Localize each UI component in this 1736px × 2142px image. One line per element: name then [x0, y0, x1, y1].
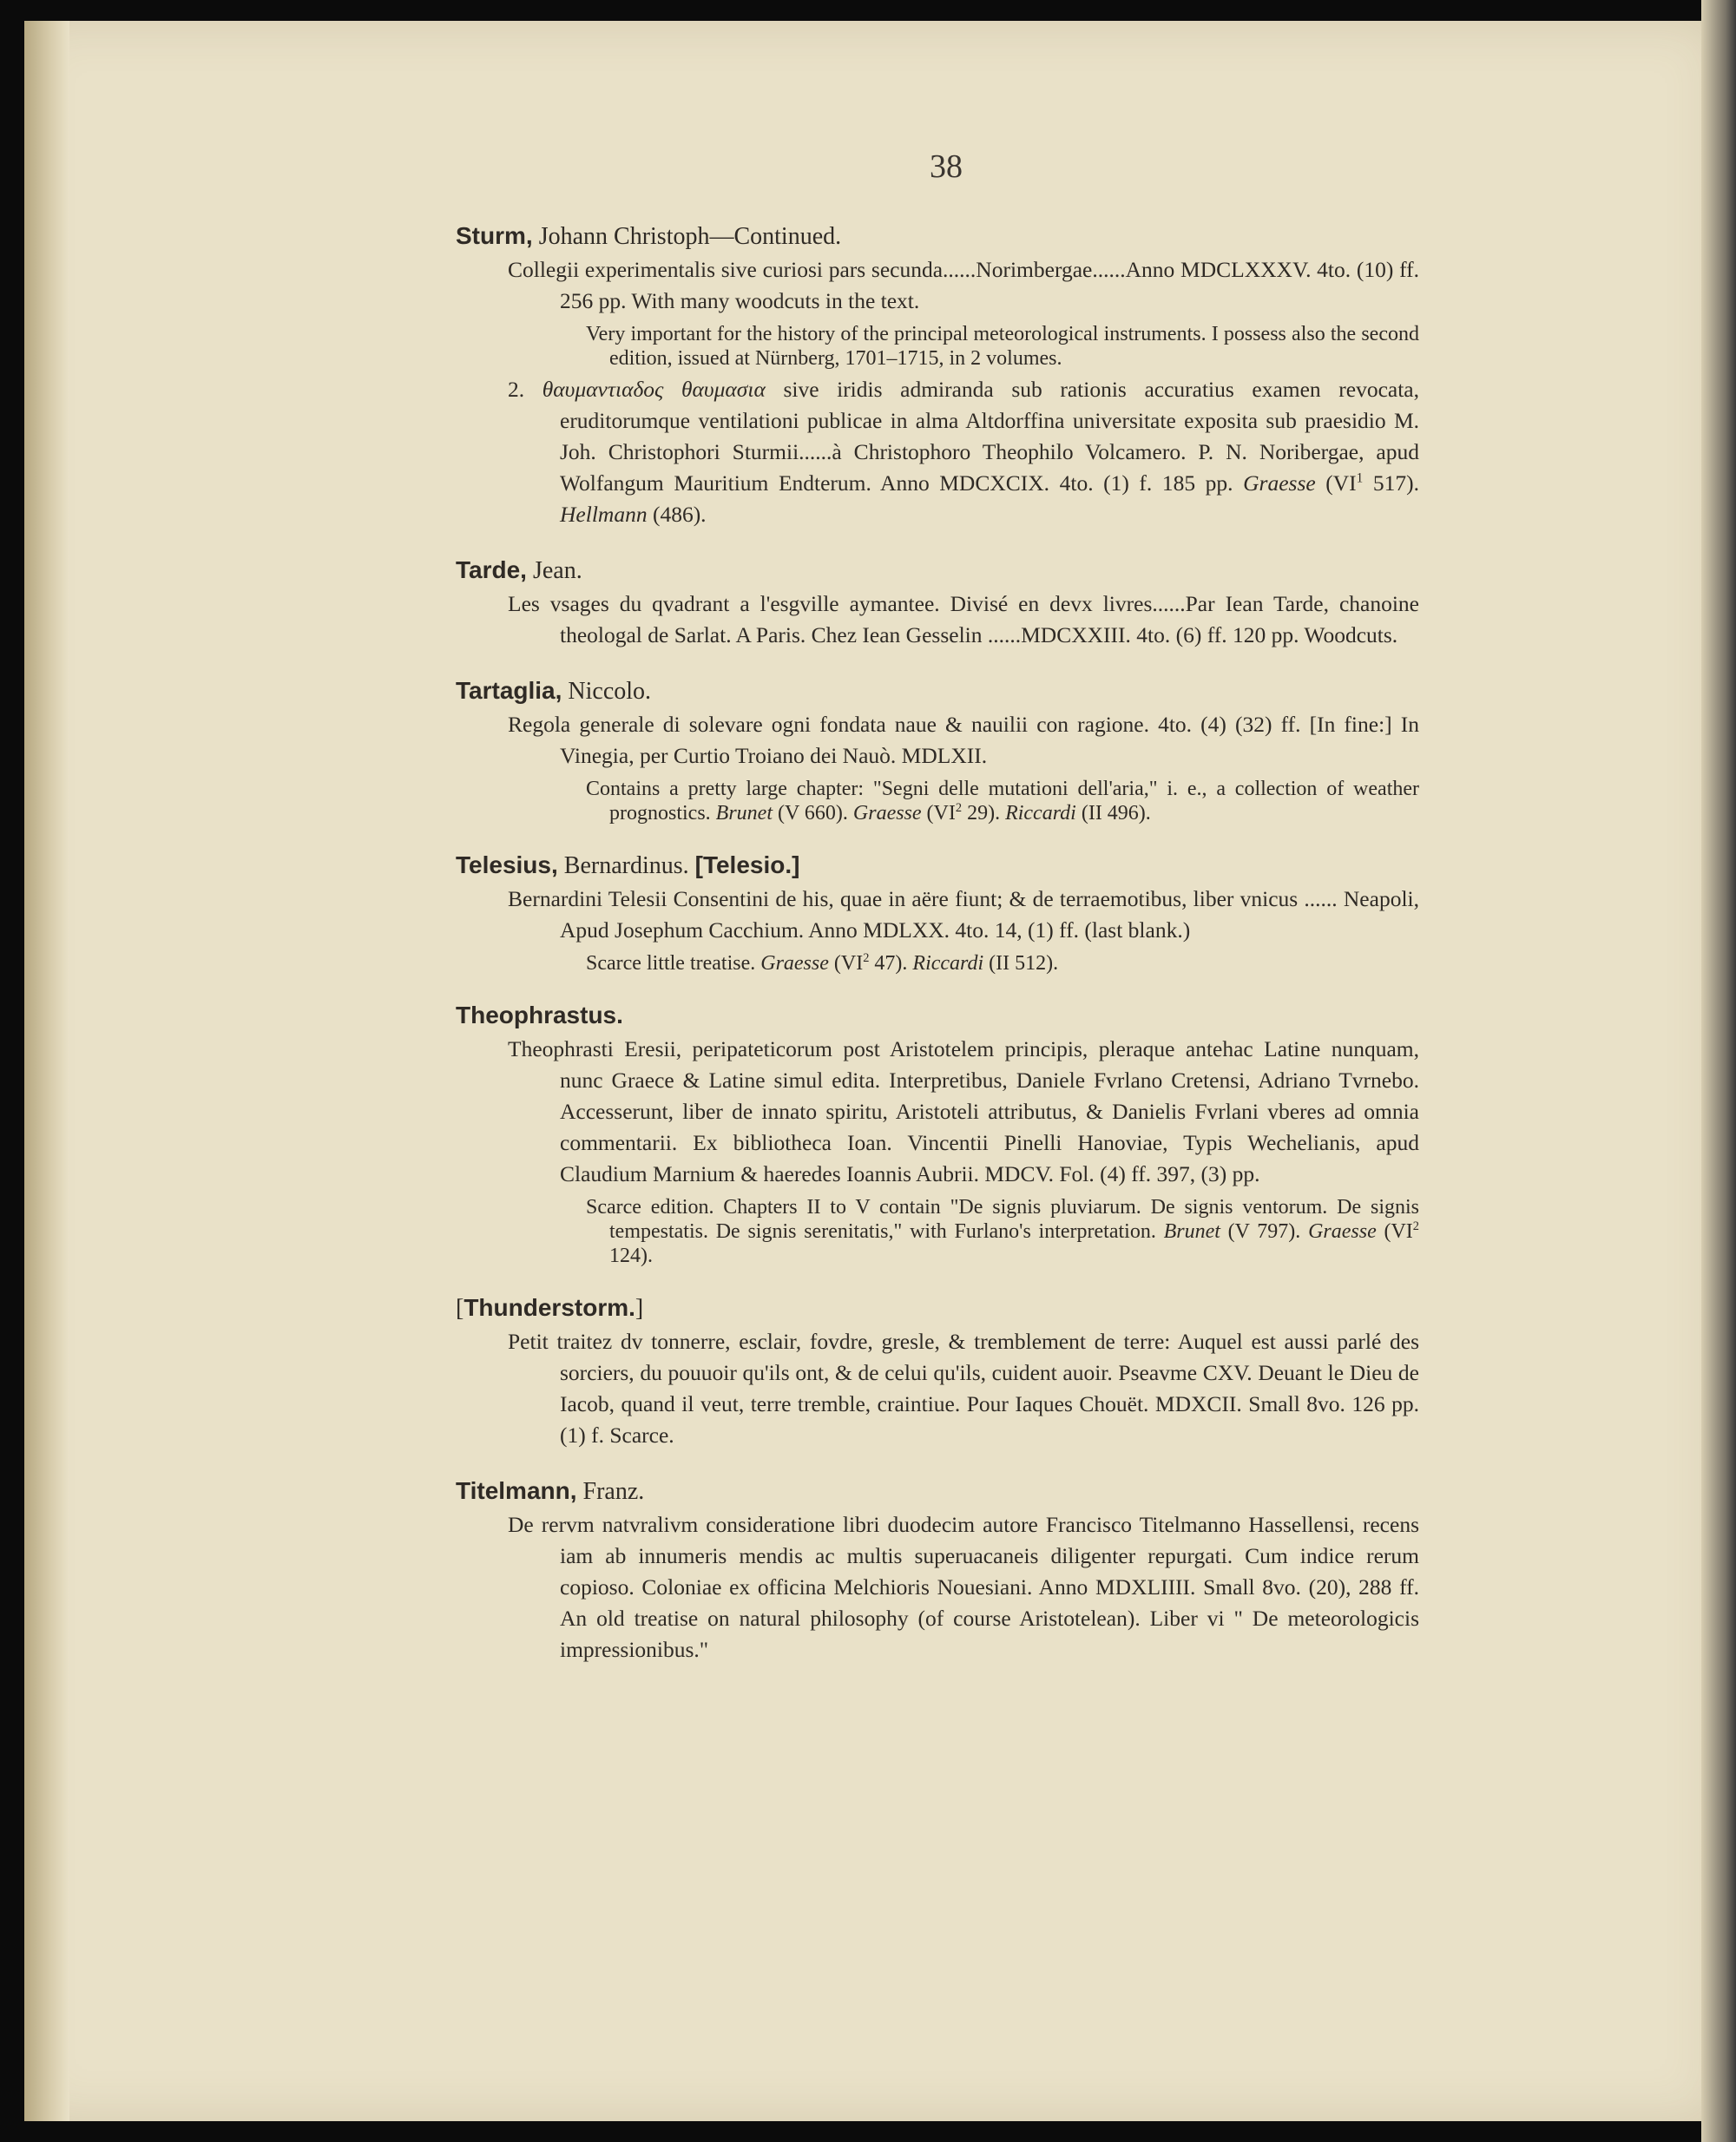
- entry-description: Les vsages du qvadrant a l'esgville aymantee. Divisé en devx livres......Par Iean Tarde, chanoine theologal de Sarlat. A Paris. Chez Iean Gesselin ......MDCXXIII. 4to. (6) ff. 120 pp. Woodcuts.: [508, 591, 1419, 647]
- entry-note: [586, 951, 1419, 976]
- entry-heading: [456, 553, 1419, 588]
- entry-note: [586, 1195, 1419, 1268]
- entry-note: [586, 777, 1419, 825]
- author-name: Tarde,: [456, 556, 527, 583]
- ref-value: (VI: [1315, 470, 1357, 496]
- entry-description: Regola generale di solevare ogni fondata naue & nauilii con ragione. 4to. (4) (32) ff. [In fine:] In Vinegia, per Curtio Troiano dei Nauò. MDLXII.: [508, 712, 1419, 768]
- ref-value: (II 512).: [983, 952, 1059, 975]
- book-gutter: [24, 21, 69, 2121]
- entry-note: Very important for the history of the principal meteorological instruments. I possess also the second edition, issued at Nürnberg, 1701–1715, in 2 volumes.: [586, 323, 1419, 370]
- entry-telesius: [456, 848, 1419, 976]
- ref-superscript: 2: [955, 801, 963, 815]
- entry-heading: [456, 1474, 1419, 1509]
- entry-subitem: [508, 374, 1419, 530]
- ref-value: 517).: [1363, 470, 1419, 496]
- entry-thunderstorm: [456, 1291, 1419, 1451]
- entry-tarde: [456, 553, 1419, 651]
- ref-value: 47).: [869, 952, 913, 975]
- catalog-entries: [456, 219, 1419, 1688]
- page-edge: [1701, 0, 1736, 2142]
- entry-description: De rervm natvralivm consideratione libri duodecim autore Francisco Titelmanno Hassellensi, recens iam ab innumeris mendis ac multis superuacaneis diligenter repurgati. Cum indice rerum copioso. Coloniae ex officina Melchioris Nouesiani. Anno MDXLIIII. Small 8vo. (20), 288 ff. An old treatise on natural philosophy (of course Aristotelean). Liber vi " De meteorologicis impressionibus.": [508, 1512, 1419, 1662]
- bracket-close: ]: [635, 1295, 644, 1322]
- entry-titelmann: [456, 1474, 1419, 1666]
- entry-tartaglia: [456, 673, 1419, 825]
- author-rest: Franz.: [576, 1478, 645, 1505]
- author-alt-name: [Telesio.]: [694, 851, 800, 878]
- page-number: 38: [930, 148, 963, 185]
- ref-value: (II 496).: [1075, 802, 1151, 825]
- author-rest: Niccolo.: [562, 678, 652, 705]
- ref-brunet: Brunet: [1163, 1220, 1220, 1243]
- ref-graesse: Graesse: [1243, 470, 1316, 496]
- entry-heading: [456, 1291, 1419, 1326]
- author-rest: Bernardinus.: [557, 852, 695, 879]
- entry-heading: [456, 219, 1419, 254]
- ref-value: (VI: [828, 952, 864, 975]
- subitem-text: sive iridis admiranda sub rationis accuratius examen revocata, eruditorumque ventilationi publicae in alma Altdorffina universitate exposita sub praesidio M. Joh. Christophori Sturmii......à Christophoro Theophilo Volcamero. P. N. Noribergae, apud Wolfangum Mauritium Endterum. Anno MDCXCIX. 4to. (1) f. 185 pp.: [560, 377, 1419, 496]
- entry-theophrastus: [456, 998, 1419, 1268]
- greek-title: θαυμαντιαδος θαυμασια: [542, 377, 766, 402]
- ref-hellmann: Hellmann: [560, 502, 648, 527]
- ref-value: (V 797).: [1220, 1220, 1309, 1243]
- entry-heading: [456, 673, 1419, 709]
- subject-name: Thunderstorm.: [464, 1294, 635, 1321]
- author-name: Tartaglia,: [456, 677, 562, 704]
- ref-value: (VI: [1376, 1220, 1413, 1243]
- ref-superscript: 2: [863, 951, 870, 965]
- entry-description: Theophrasti Eresii, peripateticorum post Aristotelem principis, pleraque antehac Latine nunquam, nunc Graece & Latine simul edita. Interpretibus, Daniele Fvrlano Cretensi, Adriano Tvrnebo. Accesserunt, liber de innato spiritu, Aristoteli attributus, & Danielis Fvrlani vberes ad omnia commentarii. Ex bibliotheca Ioan. Vincentii Pinelli Hanoviae, Typis Wechelianis, apud Claudium Marnium & haeredes Ioannis Aubrii. MDCV. Fol. (4) ff. 397, (3) pp.: [508, 1036, 1419, 1186]
- ref-graesse: Graesse: [1308, 1220, 1377, 1243]
- ref-riccardi: Riccardi: [1005, 802, 1076, 825]
- ref-value: 124).: [609, 1245, 653, 1267]
- bracket-open: [: [456, 1295, 464, 1322]
- ref-graesse: Graesse: [760, 952, 829, 975]
- entry-description: Bernardini Telesii Consentini de his, quae in aëre fiunt; & de terraemotibus, liber vnicus ...... Neapoli, Apud Josephum Cacchium. Anno MDLXX. 4to. 14, (1) ff. (last blank.): [508, 886, 1419, 943]
- ref-value: (V 660).: [773, 802, 853, 825]
- author-name: Theophrastus.: [456, 1002, 623, 1028]
- ref-graesse: Graesse: [852, 802, 922, 825]
- author-name: Sturm,: [456, 222, 533, 249]
- note-text: Scarce edition. Chapters II to V contain "De signis pluviarum. De signis ventorum. De signis tempestatis. De signis serenitatis," with Furlano's interpretation.: [586, 1196, 1419, 1243]
- author-rest: Johann Christoph—Continued.: [532, 223, 842, 250]
- entry-description: Collegii experimentalis sive curiosi pars secunda......Norimbergae......Anno MDCLXXXV. 4to. (10) ff. 256 pp. With many woodcuts in the text.: [508, 257, 1419, 313]
- note-text: Scarce little treatise.: [586, 952, 761, 975]
- subitem-number: 2.: [508, 377, 525, 402]
- entry-description: Petit traitez dv tonnerre, esclair, fovdre, gresle, & tremblement de terre: Auquel est aussi parlé des sorciers, du pouuoir qu'ils ont, & de celui qu'ils, cuident auoir. Pseavme CXV. Deuant le Dieu de Iacob, quand il veut, terre tremble, craintiue. Pour Iaques Chouët. MDXCII. Small 8vo. 126 pp. (1) f. Scarce.: [508, 1329, 1419, 1448]
- author-rest: Jean.: [526, 557, 582, 584]
- ref-superscript: 1: [1356, 470, 1364, 486]
- ref-value: (486).: [647, 502, 707, 527]
- author-name: Telesius,: [456, 851, 558, 878]
- entry-heading: [456, 998, 1419, 1034]
- ref-riccardi: Riccardi: [912, 952, 984, 975]
- ref-superscript: 2: [1412, 1219, 1419, 1233]
- ref-value: (VI: [921, 802, 956, 825]
- ref-value: 29).: [962, 802, 1006, 825]
- entry-sturm: [456, 219, 1419, 530]
- author-name: Titelmann,: [456, 1477, 577, 1504]
- ref-brunet: Brunet: [715, 802, 773, 825]
- entry-heading: [456, 848, 1419, 884]
- note-text: Contains a pretty large chapter: "Segni delle mutationi dell'aria," i. e., a collection of weather prognostics.: [586, 778, 1419, 825]
